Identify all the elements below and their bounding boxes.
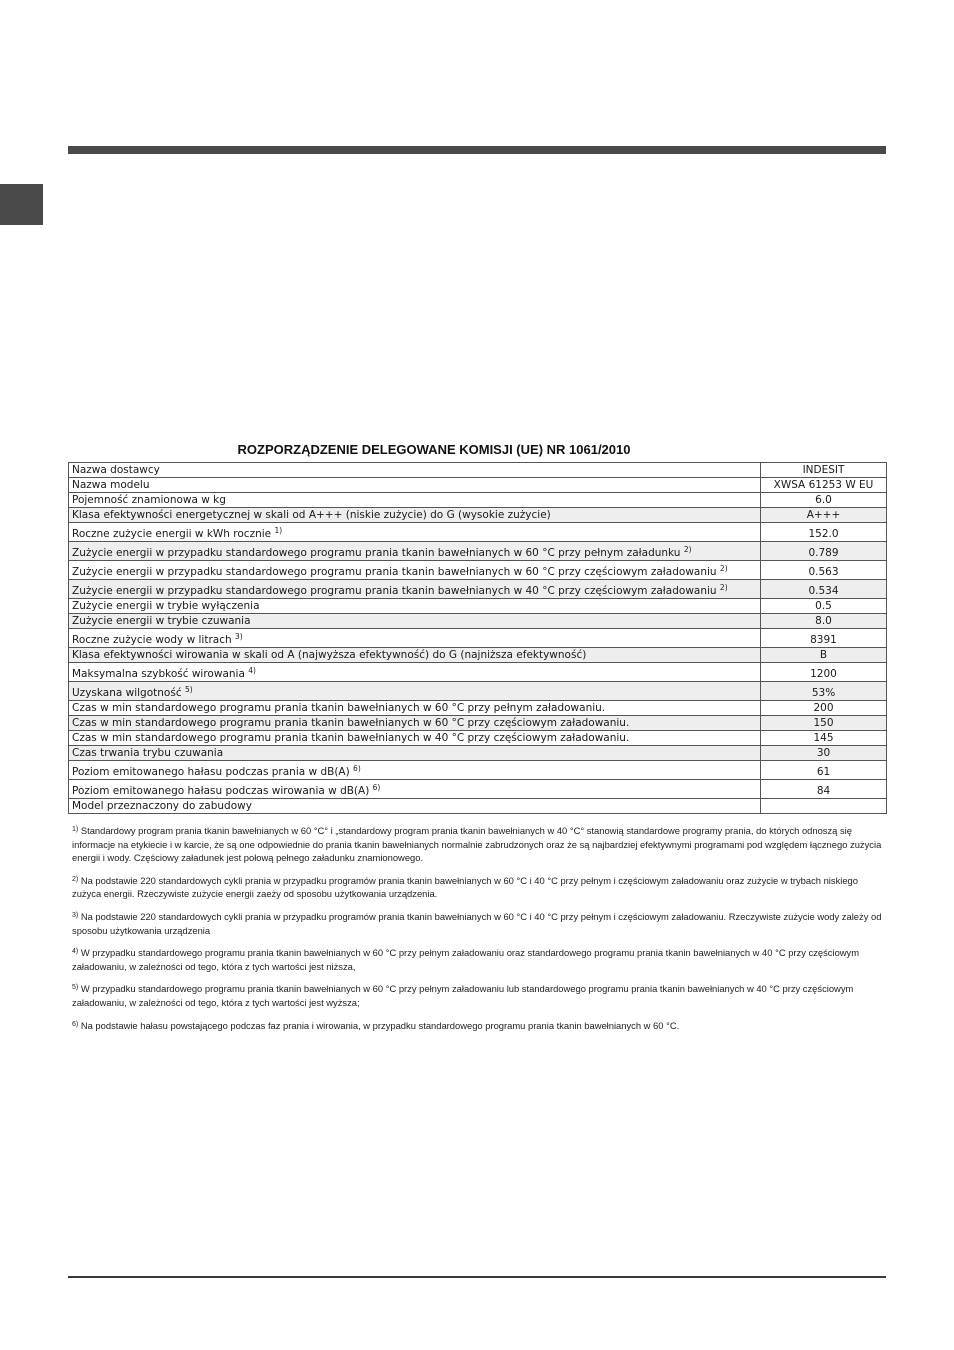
row-label: Pojemność znamionowa w kg bbox=[72, 494, 226, 506]
table-row bbox=[69, 780, 887, 799]
footnote-ref: 2) bbox=[719, 564, 728, 573]
row-label: Klasa efektywności energetycznej w skali od A+++ (niskie zużycie) do G (wysokie zużycie) bbox=[72, 509, 551, 521]
table-row bbox=[69, 663, 887, 682]
table-row bbox=[69, 561, 887, 580]
row-label-cell bbox=[69, 701, 761, 716]
row-label: Model przeznaczony do zabudowy bbox=[72, 800, 252, 812]
row-label-cell bbox=[69, 663, 761, 682]
footnote-text: Na podstawie 220 standardowych cykli prania w przypadku programów prania tkanin bawełnianych w 60 °C i 40 °C przy pełnym i częściowym załadowaniu. Rzeczywiste zużycie wody zależy od sposobu użytkowania urządzenia bbox=[72, 910, 882, 936]
row-label-cell bbox=[69, 799, 761, 814]
footnote bbox=[72, 1019, 882, 1033]
top-rule bbox=[68, 146, 886, 154]
footnotes bbox=[72, 824, 882, 1041]
footnote-ref: 3) bbox=[235, 632, 243, 641]
table-row bbox=[69, 716, 887, 731]
row-label: Zużycie energii w przypadku standardowego programu prania tkanin bawełnianych w 60 °C przy pełnym załadunku bbox=[72, 547, 681, 559]
footnote-mark: 3) bbox=[72, 911, 79, 919]
row-label-cell bbox=[69, 682, 761, 701]
table-row bbox=[69, 682, 887, 701]
row-label: Poziom emitowanego hałasu podczas wirowania w dB(A) bbox=[72, 785, 370, 797]
row-value: 6.0 bbox=[761, 493, 887, 508]
regulation-title: ROZPORZĄDZENIE DELEGOWANE KOMISJI (UE) NR 1061/2010 bbox=[237, 442, 631, 457]
row-label-cell bbox=[69, 463, 761, 478]
row-label: Czas w min standardowego programu prania tkanin bawełnianych w 40 °C przy częściowym załadowaniu. bbox=[72, 732, 630, 744]
row-label: Zużycie energii w przypadku standardowego programu prania tkanin bawełnianych w 60 °C przy częściowym załadowaniu bbox=[72, 566, 717, 578]
row-value: 0.5 bbox=[761, 599, 887, 614]
row-value: 1200 bbox=[761, 663, 887, 682]
row-label: Zużycie energii w przypadku standardowego programu prania tkanin bawełnianych w 40 °C przy częściowym załadowaniu bbox=[72, 585, 717, 597]
table-row bbox=[69, 648, 887, 663]
table-row bbox=[69, 508, 887, 523]
row-label: Uzyskana wilgotność bbox=[72, 687, 182, 699]
row-label-cell bbox=[69, 716, 761, 731]
footnote-mark: 4) bbox=[72, 948, 79, 956]
row-label-cell bbox=[69, 761, 761, 780]
footnote-mark: 5) bbox=[72, 984, 79, 992]
row-label-cell bbox=[69, 542, 761, 561]
table-row bbox=[69, 629, 887, 648]
footnote bbox=[72, 874, 882, 901]
row-label: Roczne zużycie wody w litrach bbox=[72, 634, 232, 646]
table-row bbox=[69, 478, 887, 493]
row-value: 0.534 bbox=[761, 580, 887, 599]
row-label: Zużycie energii w trybie czuwania bbox=[72, 615, 251, 627]
row-label: Poziom emitowanego hałasu podczas prania w dB(A) bbox=[72, 766, 350, 778]
footnote-mark: 6) bbox=[72, 1020, 79, 1028]
footnote bbox=[72, 946, 882, 973]
table-row bbox=[69, 523, 887, 542]
row-value: B bbox=[761, 648, 887, 663]
row-label: Zużycie energii w trybie wyłączenia bbox=[72, 600, 260, 612]
row-label-cell bbox=[69, 629, 761, 648]
row-label-cell bbox=[69, 561, 761, 580]
row-label-cell bbox=[69, 614, 761, 629]
table-row bbox=[69, 746, 887, 761]
row-value: 8.0 bbox=[761, 614, 887, 629]
row-label-cell bbox=[69, 580, 761, 599]
table-row bbox=[69, 761, 887, 780]
table-row bbox=[69, 463, 887, 478]
footnote-text: Standardowy program prania tkanin bawełnianych w 60 °C° i „standardowy program prania tkanin bawełnianych w 40 °C° stanowią standardowe programy prania, do których odnoszą się informacje na etykiecie i w karcie, że są one odpowiednie do prania tkanin bawełnianych normalnie zabrudzonych oraz że są najbardziej efektywnymi programami pod względem łącznego zużycia energii i wody. Częściowy załadunek jest połową pełnego załadunku znamionowego. bbox=[72, 825, 882, 864]
row-value: 61 bbox=[761, 761, 887, 780]
row-label-cell bbox=[69, 780, 761, 799]
footnote-ref: 5) bbox=[184, 685, 193, 694]
row-label-cell bbox=[69, 523, 761, 542]
footnote-mark: 1) bbox=[72, 826, 79, 833]
table-row bbox=[69, 614, 887, 629]
row-value bbox=[761, 799, 887, 814]
footnote-text: W przypadku standardowego programu prania tkanin bawełnianych w 60 °C przy pełnym załadowaniu lub standardowego programu prania tkanin bawełnianych w 40 °C przy częściowym załadowaniu, w zależności od tego, która z tych wartości jest wyższa; bbox=[72, 983, 854, 1008]
table-row bbox=[69, 599, 887, 614]
footnote-ref: 6) bbox=[372, 783, 381, 792]
row-value: 8391 bbox=[761, 629, 887, 648]
row-value: 152.0 bbox=[761, 523, 887, 542]
footnote-ref: 6) bbox=[353, 764, 361, 773]
row-label: Klasa efektywności wirowania w skali od A (najwyższa efektywność) do G (najniższa efektywność) bbox=[72, 649, 587, 661]
row-label-cell bbox=[69, 478, 761, 493]
row-label: Roczne zużycie energii w kWh rocznie bbox=[72, 528, 272, 540]
footnote-ref: 2) bbox=[683, 545, 692, 554]
row-value: 30 bbox=[761, 746, 887, 761]
row-label-cell bbox=[69, 746, 761, 761]
row-value: A+++ bbox=[761, 508, 887, 523]
row-value: XWSA 61253 W EU bbox=[761, 478, 887, 493]
spec-table bbox=[68, 462, 887, 814]
table-row bbox=[69, 493, 887, 508]
bottom-rule bbox=[68, 1276, 886, 1278]
footnote-ref: 1) bbox=[274, 526, 283, 535]
row-label-cell bbox=[69, 648, 761, 663]
row-label: Nazwa modelu bbox=[72, 479, 150, 491]
row-label-cell bbox=[69, 731, 761, 746]
row-value: 145 bbox=[761, 731, 887, 746]
row-label-cell bbox=[69, 599, 761, 614]
table-row bbox=[69, 799, 887, 814]
table-row bbox=[69, 701, 887, 716]
row-value: 0.789 bbox=[761, 542, 887, 561]
table-row bbox=[69, 731, 887, 746]
row-label: Nazwa dostawcy bbox=[72, 464, 160, 476]
footnote-ref: 4) bbox=[248, 666, 256, 675]
footnote-text: W przypadku standardowego programu prania tkanin bawełnianych w 60 °C przy pełnym załadowaniu oraz standardowego programu prania tkanin bawełnianych w 40 °C przy częściowym załadowaniu, w zależności od tego, która z tych wartości jest niższa, bbox=[72, 947, 860, 972]
section-tab-marker bbox=[0, 184, 43, 225]
footnote-text: Na podstawie 220 standardowych cykli prania w przypadku programów prania tkanin bawełnianych w 60 °C i 40 °C przy pełnym i częściowym załadowaniu oraz zużycie w trybach niskiego zużyca energii. Rzeczywiste zużycie energii zaeży od sposobu użytkowania urządzenia. bbox=[72, 874, 858, 900]
footnote-ref: 2) bbox=[719, 583, 728, 592]
spec-table-body bbox=[69, 463, 887, 814]
row-label-cell bbox=[69, 508, 761, 523]
row-label: Czas w min standardowego programu prania tkanin bawełnianych w 60 °C przy pełnym załadowaniu. bbox=[72, 702, 606, 714]
row-value: INDESIT bbox=[761, 463, 887, 478]
row-label: Czas trwania trybu czuwania bbox=[72, 747, 224, 759]
row-label: Czas w min standardowego programu prania tkanin bawełnianych w 60 °C przy częściowym załadowaniu. bbox=[72, 717, 630, 729]
table-row bbox=[69, 542, 887, 561]
row-value: 84 bbox=[761, 780, 887, 799]
footnote bbox=[72, 982, 882, 1009]
row-value: 0.563 bbox=[761, 561, 887, 580]
row-value: 150 bbox=[761, 716, 887, 731]
footnote bbox=[72, 824, 882, 865]
footnote bbox=[72, 910, 882, 937]
footnote-mark: 2) bbox=[72, 875, 79, 883]
footnote-text: Na podstawie hałasu powstającego podczas faz prania i wirowania, w przypadku standardowego programu prania tkanin bawełnianych w 60 °C. bbox=[80, 1019, 680, 1031]
row-value: 200 bbox=[761, 701, 887, 716]
row-label: Maksymalna szybkość wirowania bbox=[72, 668, 245, 680]
row-label-cell bbox=[69, 493, 761, 508]
row-value: 53% bbox=[761, 682, 887, 701]
table-row bbox=[69, 580, 887, 599]
